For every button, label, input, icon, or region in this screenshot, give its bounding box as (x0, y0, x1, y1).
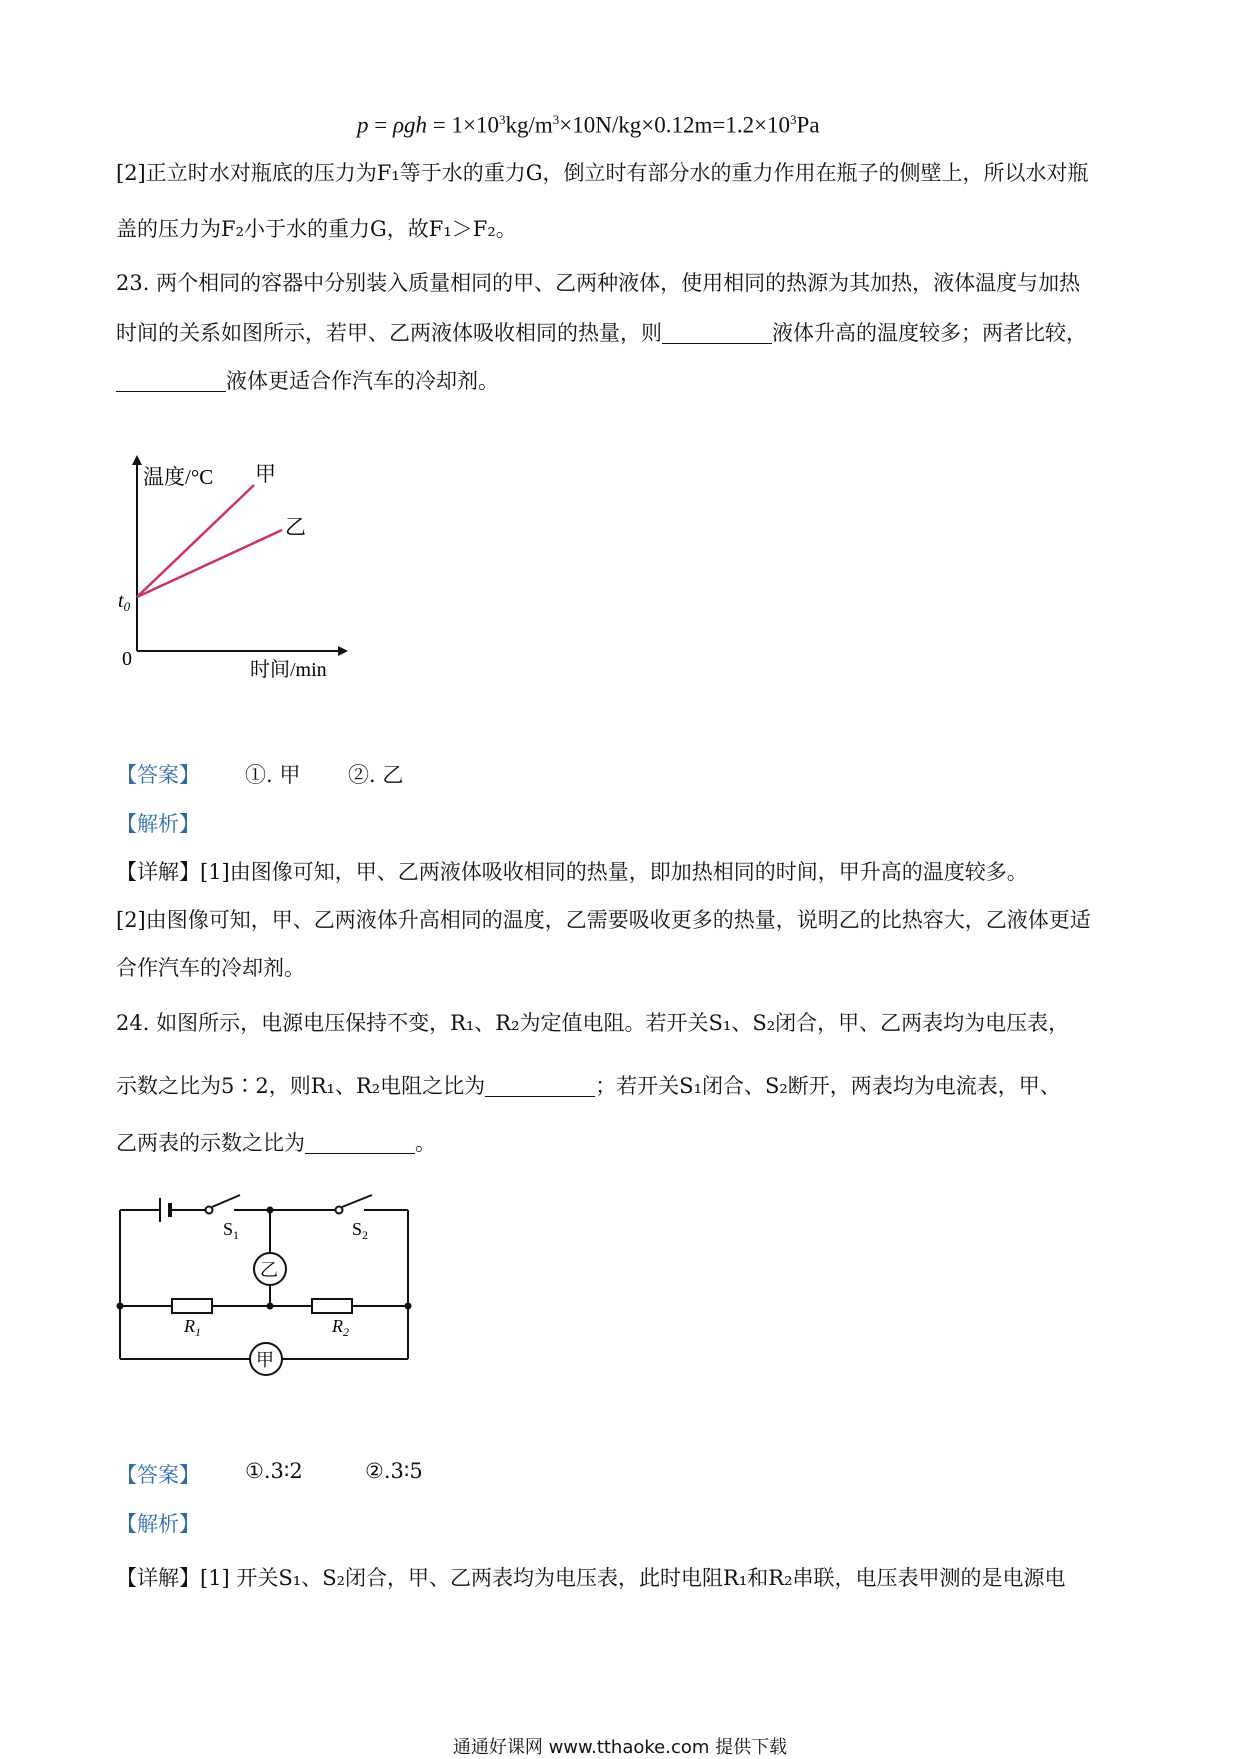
q23-detail-line-1: 【详解】[1]由图像可知，甲、乙两液体吸收相同的热量，即加热相同的时间，甲升高的温度较多。 (116, 860, 1028, 884)
temperature-time-graph (110, 455, 370, 685)
series-line-jia (137, 485, 254, 597)
q23-answer-2: ②. 乙 (348, 763, 404, 787)
q24-stem-line-2: 示数之比为5∶2，则R₁、R₂电阻之比为 ；若开关S₁闭合、S₂断开，两表均为电流表，甲、 (116, 1074, 1061, 1098)
q23-detail-line-3: 合作汽车的冷却剂。 (116, 956, 305, 980)
junction-dot (117, 1303, 124, 1310)
q24-blank-1 (485, 1074, 595, 1097)
switch-s2-blade (342, 1195, 372, 1207)
y-axis-label: 温度/°C (143, 465, 214, 489)
switch-s1-blade (212, 1195, 240, 1207)
resistor-r2 (312, 1299, 352, 1313)
q23-analysis-tag: 【解析】 (116, 812, 200, 836)
q24-blank-2 (305, 1131, 415, 1154)
t0-label: $t_0$ (118, 590, 131, 614)
resistor-r1-label: $R_1$ (184, 1316, 201, 1339)
q23-blank-2 (116, 369, 226, 392)
series-label-yi: 乙 (285, 515, 306, 539)
switch-s2-label: $S_2$ (352, 1219, 369, 1242)
switch-s1-pivot (206, 1207, 213, 1214)
resistor-r2-label: $R_2$ (332, 1316, 349, 1339)
y-axis-arrow (132, 455, 142, 465)
junction-dot (267, 1303, 274, 1310)
pressure-formula: $p = \rho gh = 1\times 10^3kg/m^3\times 10N/kg\times 0.12m=1.2\times 10^3Pa$ (357, 112, 820, 138)
switch-s1-label: $S_1$ (223, 1219, 240, 1242)
q24-stem-line-3: 乙两表的示数之比为 。 (116, 1131, 436, 1155)
prev-explanation-line-2: 盖的压力为F₂小于水的重力G，故F₁＞F₂。 (116, 217, 517, 241)
q23-detail-line-2: [2]由图像可知，甲、乙两液体升高相同的温度，乙需要吸收更多的热量，说明乙的比热容大，乙液体更适 (116, 908, 1091, 932)
series-label-jia: 甲 (255, 462, 276, 486)
q23-answer-tag: 【答案】 (116, 763, 200, 787)
q23-answer-1: ①. 甲 (245, 763, 301, 787)
x-axis-arrow (338, 646, 348, 656)
switch-s2-pivot (336, 1207, 343, 1214)
q24-analysis-tag: 【解析】 (116, 1512, 200, 1536)
q24-answer-1: ①.3∶2 (245, 1459, 303, 1483)
meter-yi-label: 乙 (260, 1260, 278, 1280)
origin-label: 0 (122, 648, 132, 670)
junction-dot (267, 1207, 274, 1214)
circuit-diagram (110, 1180, 430, 1385)
page-footer: 通通好课网 www.tthaoke.com 提供下载 (452, 1737, 788, 1758)
q24-answer-2: ②.3∶5 (365, 1459, 423, 1483)
resistor-r1 (172, 1299, 212, 1313)
q24-detail-line-1: 【详解】[1] 开关S₁、S₂闭合，甲、乙两表均为电压表，此时电阻R₁和R₂串联，电压表甲测的是电源电 (116, 1566, 1066, 1590)
q23-stem-line-2: 时间的关系如图所示，若甲、乙两液体吸收相同的热量，则 液体升高的温度较多；两者比较， (116, 321, 1087, 345)
q23-blank-1 (662, 321, 772, 344)
x-axis-label: 时间/min (250, 659, 327, 681)
series-line-yi (137, 530, 282, 597)
q24-stem-line-1: 24. 如图所示，电源电压保持不变，R₁、R₂为定值电阻。若开关S₁、S₂闭合，甲、乙两表均为电压表， (116, 1011, 1070, 1035)
q24-answer-tag: 【答案】 (116, 1463, 200, 1487)
junction-dot (405, 1303, 412, 1310)
q23-stem-line-1: 23. 两个相同的容器中分别装入质量相同的甲、乙两种液体，使用相同的热源为其加热，液体温度与加热 (116, 271, 1081, 295)
prev-explanation-line-1: [2]正立时水对瓶底的压力为F₁等于水的重力G，倒立时有部分水的重力作用在瓶子的侧壁上，所以水对瓶 (116, 161, 1089, 185)
q23-stem-line-3: 液体更适合作汽车的冷却剂。 (116, 366, 499, 396)
meter-jia-label: 甲 (256, 1350, 274, 1370)
